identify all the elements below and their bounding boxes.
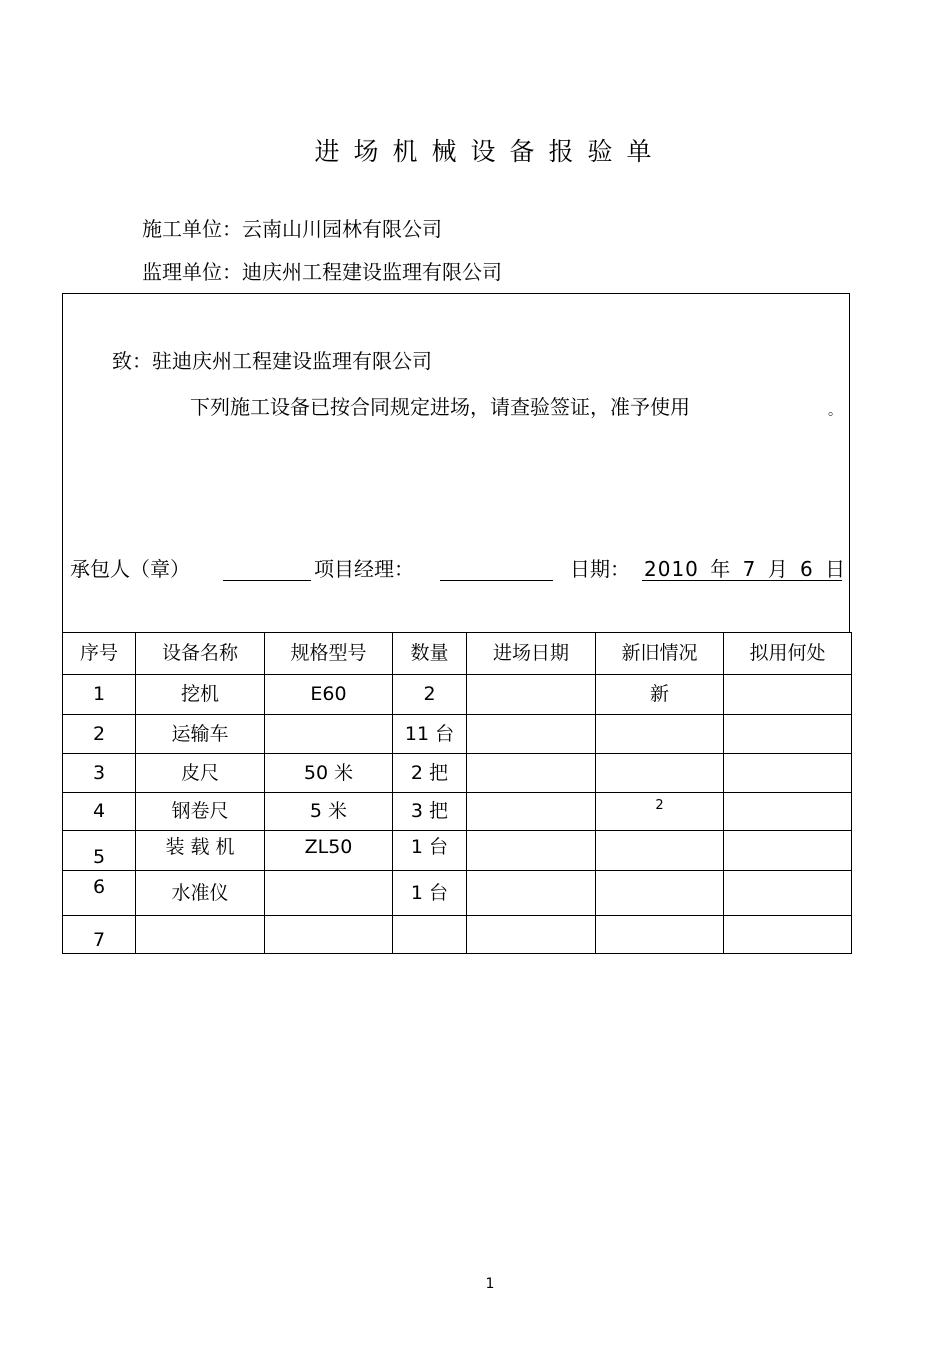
table-cell: 运输车 bbox=[136, 715, 265, 754]
table-cell bbox=[596, 754, 724, 793]
table-cell bbox=[724, 871, 852, 916]
page-number: 1 bbox=[485, 1276, 495, 1292]
table-cell bbox=[467, 793, 596, 831]
table-cell bbox=[596, 916, 724, 954]
addressee-line: 致：驻迪庆州工程建设监理有限公司 bbox=[112, 349, 432, 373]
equipment-table bbox=[62, 632, 852, 954]
table-cell: ZL50 bbox=[265, 831, 393, 871]
table-row bbox=[63, 831, 852, 871]
table-cell bbox=[393, 916, 467, 954]
table-row bbox=[63, 715, 852, 754]
table-cell: 6 bbox=[63, 871, 136, 916]
table-cell: 11 台 bbox=[393, 715, 467, 754]
table-row bbox=[63, 793, 852, 831]
table-cell bbox=[724, 831, 852, 871]
header-cell-quantity: 数量 bbox=[393, 633, 467, 675]
table-row bbox=[63, 916, 852, 954]
table-cell: 新 bbox=[596, 675, 724, 715]
request-body-period: 。 bbox=[828, 403, 842, 419]
table-cell bbox=[467, 675, 596, 715]
table-cell: 挖机 bbox=[136, 675, 265, 715]
date-label: 日期： bbox=[570, 557, 630, 581]
table-cell: 1 台 bbox=[393, 831, 467, 871]
header-cell-equipment-name: 设备名称 bbox=[136, 633, 265, 675]
table-header-row bbox=[63, 633, 852, 675]
contractor-signature-line bbox=[223, 580, 311, 581]
table-cell: 1 台 bbox=[393, 871, 467, 916]
table-cell: 2 把 bbox=[393, 754, 467, 793]
project-manager-label: 项目经理： bbox=[314, 557, 414, 581]
header-cell-condition: 新旧情况 bbox=[596, 633, 724, 675]
table-row bbox=[63, 675, 852, 715]
table-cell bbox=[467, 831, 596, 871]
table-cell bbox=[467, 916, 596, 954]
table-cell: 3 bbox=[63, 754, 136, 793]
table-cell bbox=[265, 916, 393, 954]
header-cell-model: 规格型号 bbox=[265, 633, 393, 675]
table-cell bbox=[596, 831, 724, 871]
date-value: 2010 年 7 月 6 日 bbox=[644, 557, 847, 581]
table-cell bbox=[724, 916, 852, 954]
table-cell bbox=[265, 715, 393, 754]
table-cell bbox=[724, 715, 852, 754]
table-cell bbox=[467, 871, 596, 916]
table-cell: 装 载 机 bbox=[136, 831, 265, 871]
table-cell bbox=[596, 715, 724, 754]
document-title: 进场机械设备报验单 bbox=[314, 137, 666, 166]
table-cell: 3 把 bbox=[393, 793, 467, 831]
header-cell-entry-date: 进场日期 bbox=[467, 633, 596, 675]
table-cell bbox=[724, 754, 852, 793]
construction-unit: 施工单位：云南山川园林有限公司 bbox=[142, 217, 442, 241]
table-cell bbox=[265, 871, 393, 916]
table-cell: 2 bbox=[596, 793, 724, 831]
table-row bbox=[63, 871, 852, 916]
request-body-text: 下列施工设备已按合同规定进场，请查验签证，准予使用 bbox=[190, 395, 690, 419]
table-cell: E60 bbox=[265, 675, 393, 715]
table-cell: 1 bbox=[63, 675, 136, 715]
table-cell: 皮尺 bbox=[136, 754, 265, 793]
header-cell-intended-use: 拟用何处 bbox=[724, 633, 852, 675]
table-cell: 水准仪 bbox=[136, 871, 265, 916]
table-cell bbox=[467, 754, 596, 793]
table-row bbox=[63, 754, 852, 793]
table-cell bbox=[724, 793, 852, 831]
project-manager-signature-line bbox=[440, 580, 553, 581]
table-cell bbox=[136, 916, 265, 954]
table-cell: 7 bbox=[63, 916, 136, 954]
date-underline bbox=[642, 580, 842, 581]
table-cell: 4 bbox=[63, 793, 136, 831]
table-cell bbox=[467, 715, 596, 754]
contractor-label: 承包人（章） bbox=[70, 557, 190, 581]
table-cell: 2 bbox=[63, 715, 136, 754]
table-cell: 5 米 bbox=[265, 793, 393, 831]
table-cell: 5 bbox=[63, 831, 136, 871]
header-cell-index: 序号 bbox=[63, 633, 136, 675]
table-cell bbox=[724, 675, 852, 715]
supervision-unit: 监理单位：迪庆州工程建设监理有限公司 bbox=[142, 260, 502, 284]
table-cell: 钢卷尺 bbox=[136, 793, 265, 831]
table-cell: 2 bbox=[393, 675, 467, 715]
table-cell: 50 米 bbox=[265, 754, 393, 793]
table-cell bbox=[596, 871, 724, 916]
